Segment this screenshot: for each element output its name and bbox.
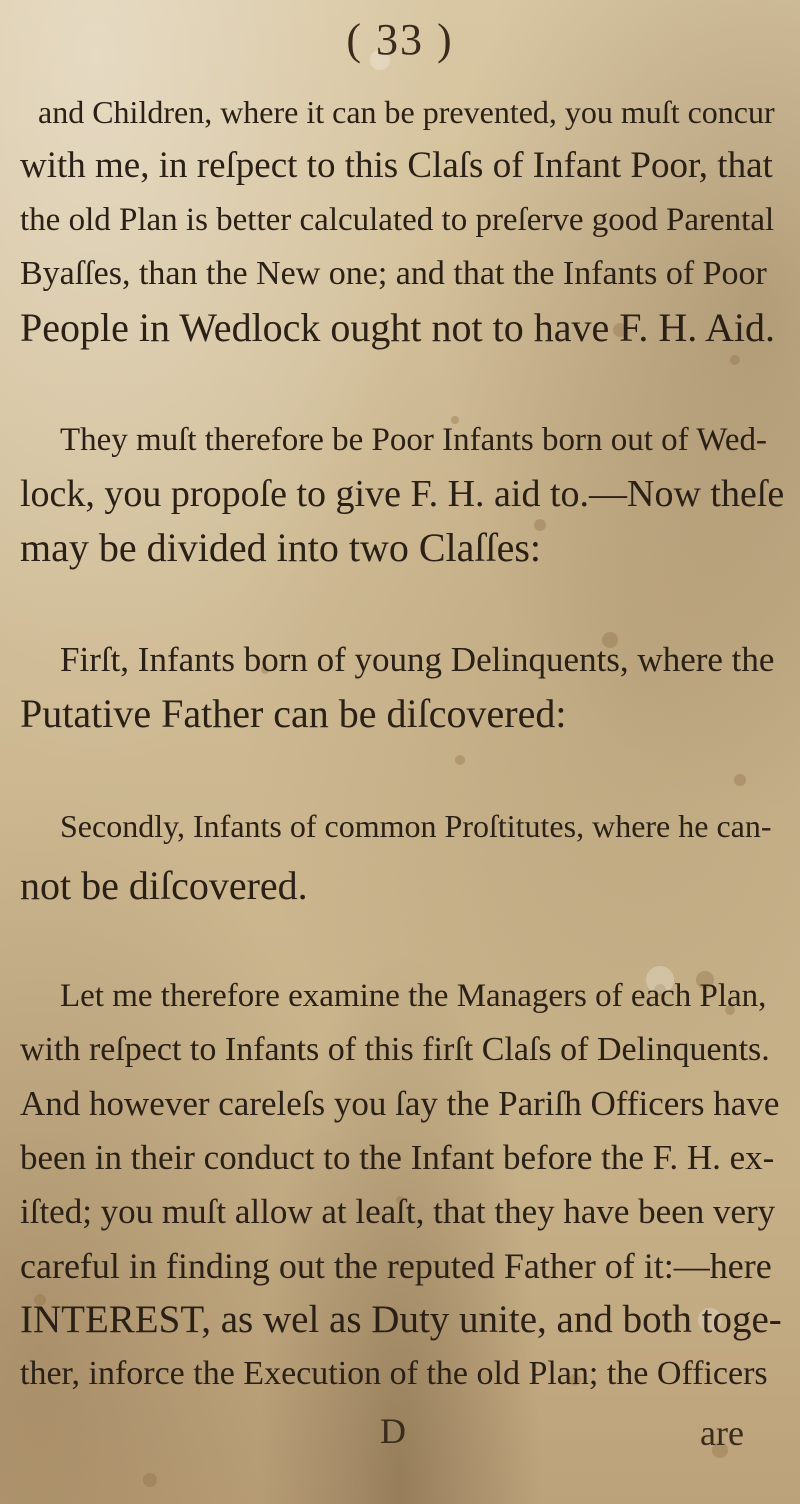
page-number: ( 33 ) — [346, 15, 454, 64]
text-line-6: They muſt therefore be Poor Infants born out of Wed- — [60, 422, 767, 458]
text-line-12: not be diſcovered. — [20, 863, 308, 908]
text-line-18: careful in finding out the reputed Father of it:—here — [20, 1246, 772, 1286]
text-line-7: lock, you propoſe to give F. H. aid to.—Now theſe — [20, 473, 785, 515]
text-line-3: the old Plan is better calculated to preſerve good Parental — [20, 202, 775, 238]
text-line-8: may be divided into two Claſſes: — [20, 525, 542, 570]
text-line-20: ther, inforce the Execution of the old Plan; the Officers — [20, 1355, 768, 1392]
text-line-2: with me, in reſpect to this Claſs of Infant Poor, that — [20, 145, 773, 186]
text-line-16: been in their conduct to the Infant before the F. H. ex- — [20, 1138, 775, 1177]
signature-mark: D — [380, 1411, 406, 1451]
text-line-4: Byaſſes, than the New one; and that the Infants of Poor — [20, 255, 767, 292]
text-line-5: People in Wedlock ought not to have F. H. Aid. — [20, 305, 775, 350]
catchword: are — [700, 1413, 744, 1453]
text-line-14: with reſpect to Infants of this firſt Claſs of Delinquents. — [20, 1031, 770, 1068]
text-line-1: and Children, where it can be prevented, you muſt concur — [38, 94, 775, 130]
text-line-19: INTEREST, as wel as Duty unite, and both toge- — [20, 1298, 782, 1341]
text-line-15: And however careleſs you ſay the Pariſh Officers have — [20, 1084, 780, 1123]
text-line-10: Putative Father can be diſcovered: — [20, 691, 567, 736]
text-line-17: iſted; you muſt allow at leaſt, that they have been very — [20, 1192, 776, 1231]
text-line-9: Firſt, Infants born of young Delinquents, where the — [60, 640, 775, 679]
text-line-11: Secondly, Infants of common Proſtitutes, where he can- — [60, 808, 772, 844]
text-line-13: Let me therefore examine the Managers of each Plan, — [60, 978, 767, 1014]
